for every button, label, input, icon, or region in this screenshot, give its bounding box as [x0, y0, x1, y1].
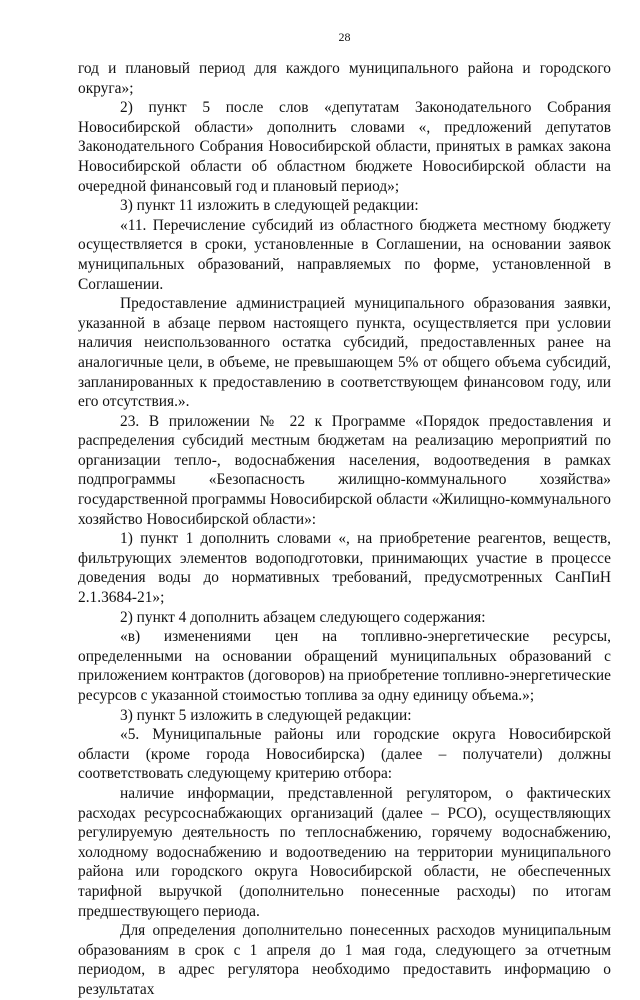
paragraph: 2) пункт 5 после слов «депутатам Законодательного Собрания Новосибирской области» дополнить словами «, предложений депутатов Законодательного Собрания Новосибирской области, принятых в рамках закона Новосибирской области об областном бюджете Новосибирской области на очередной финансовый год и плановый период»; [78, 99, 611, 195]
page-number: 28 [338, 30, 351, 44]
paragraph: год и плановый период для каждого муниципального района и городского округа»; [78, 60, 611, 97]
paragraph: 1) пункт 1 дополнить словами «, на приобретение реагентов, веществ, фильтрующих элементов водоподготовки, принимающих участие в процессе доведения воды до нормативных требований, предусмотренных СанПиН 2.1.3684-21»; [78, 530, 611, 607]
paragraph: 23. В приложении № 22 к Программе «Порядок предоставления и распределения субсидий местным бюджетам на реализацию мероприятий по организации тепло-, водоснабжения населения, водоотведения в рамках подпрограммы «Безопасность жилищно-коммунального хозяйства» государственной программы Новосибирской области «Жилищно-коммунального хозяйство Новосибирской области»: [78, 412, 611, 528]
paragraph: 2) пункт 4 дополнить абзацем следующего содержания: [120, 608, 486, 626]
paragraph: 3) пункт 5 изложить в следующей редакции: [120, 706, 412, 724]
paragraph: наличие информации, представленной регулятором, о фактических расходах ресурсоснабжающих организаций (далее – РСО), осуществляющих регулируемую деятельность по теплоснабжению, горячему водоснабжению, холодному водоснабжению и водоотведению на территории муниципального района или городского округа Новосибирской области, не обеспеченных тарифной выручкой (дополнительно понесенные расходы) по итогам предшествующего периода. [78, 784, 611, 920]
document-page [78, 30, 611, 1000]
paragraph: 3) пункт 11 изложить в следующей редакции: [120, 197, 419, 215]
paragraph: Для определения дополнительно понесенных расходов муниципальным образованиям в срок с 1 апреля до 1 мая года, следующего за отчетным периодом, в адрес регулятора необходимо предоставить информацию о результатах [78, 922, 611, 998]
paragraph: «в) изменениями цен на топливно-энергетические ресурсы, определенными на основании обращений муниципальных образований с приложением контрактов (договоров) на приобретение топливно-энергетические ресурсов с указанной стоимостью топлива за одну единицу объема.»; [78, 628, 611, 704]
paragraph: «5. Муниципальные районы или городские округа Новосибирской области (кроме города Новосибирска) (далее – получатели) должны соответствовать следующему критерию отбора: [78, 726, 611, 783]
paragraph: Предоставление администрацией муниципального образования заявки, указанной в абзаце первом настоящего пункта, осуществляется при условии наличия неиспользованного остатка субсидий, предоставленных ранее на аналогичные цели, в объеме, не превышающем 5% от общего объема субсидий, запланированных к предоставлению в соответствующем финансовом году, или его отсутствия.». [78, 295, 611, 411]
document-body [78, 59, 611, 1000]
paragraph: «11. Перечисление субсидий из областного бюджета местному бюджету осуществляется в сроки, установленные в Соглашении, на основании заявок муниципальных образований, направляемых по форме, установленной в Соглашении. [78, 216, 611, 293]
